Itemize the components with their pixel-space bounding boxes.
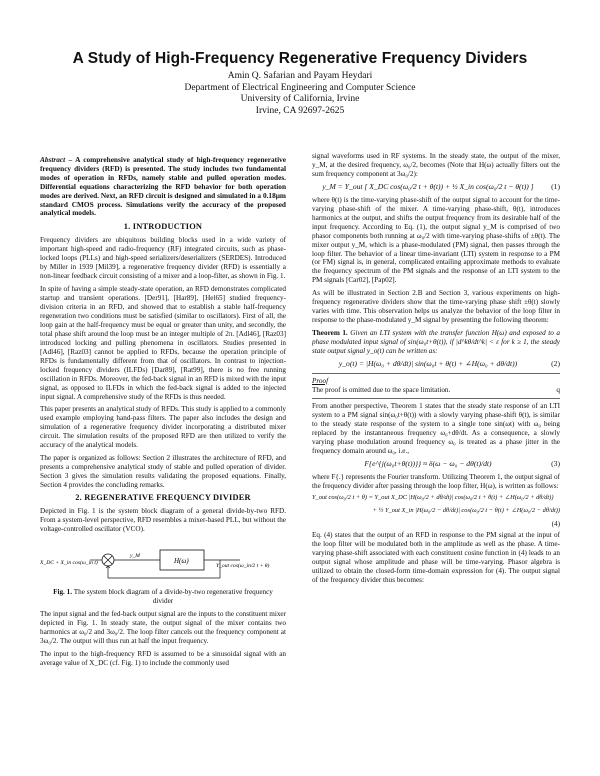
block-diagram-svg <box>40 538 286 586</box>
theorem-1 <box>312 329 560 356</box>
proof-separator <box>312 373 560 374</box>
equation-1 <box>312 183 560 192</box>
abstract <box>40 156 286 218</box>
equation-3-number: (3) <box>551 458 560 468</box>
equation-2 <box>312 360 560 369</box>
right-paragraph-4: From another perspective, Theorem 1 states that the steady state response of an LTI system to a PM signal sin(ω₀t+θ(t)) with a slowly varying phase-shift θ(t), is similar to the steady state response of the system to a single tone sin(ωt) with ω₀ being replaced by the instantaneous frequency ω₀+dθ/dt. As a consequence, a slowly varying phase modulation around frequency ω₀ is treated as a phase jitter in the frequency domain around ω₀, i.e., <box>312 401 560 455</box>
rfd-paragraph-2: The input signal and the fed-back output signal are the inputs to the constituent mixer depicted in Fig. 1. In steady state, the output signal of the mixer contains two harmonics at ω₀/2 and 3ω₀/2. The loop filter cancels out the frequency component at 3ω₀/2. The output will thus run at half the input frequency. <box>40 610 286 646</box>
input-signal-label: X_DC + X_in cos(ω_in t) <box>40 559 98 566</box>
equation-4-line-2-body: + ½ Y_out X_in |H(ω₀/2 − dθ/dt)| cos(ω₀/2 t − θ(t) + ∠H(ω₀/2 − dθ/dt)) <box>372 507 560 515</box>
abstract-text: A comprehensive analytical study of high-frequency regenerative frequency dividers (RFD) is presented. The study includes two fundamental modes of operation in RFDs, namely stable and pulled operation modes. Differential equations characterizing the RFD behavior for both operation modes are derived. Next, an RFD circuit is designed and simulated in a 0.18µm standard CMOS process. Simulations verify the accuracy of the proposed analytical models. <box>40 155 286 218</box>
equation-1-body: y_M = Y_out [ X_DC cos(ω₀/2 t + θ(t)) + ½ X_in cos(ω₀/2 t − θ(t)) ] <box>322 181 534 191</box>
equation-4-number: (4) <box>551 520 560 529</box>
right-column <box>312 152 560 589</box>
author-department: Department of Electrical Engineering and Computer Science <box>184 82 416 93</box>
figure-1-block-diagram <box>40 538 286 586</box>
equation-4-line-1 <box>312 494 560 503</box>
intro-paragraph-2: In spite of having a simple steady-state operation, an RFD demonstrates complicated startup and transient operations. [Der91], [Har89], [Hel65] studied frequency-division criteria in an RFD, and showed that to establish a stable half-frequency regeneration two conditions must be satisfied (similar to oscillators). First of all, the loop gain at the half-frequency must be equal or greater than unity, and secondly, the total phase shift around the loop must be an integer multiple of 2π. [Adl46], [Raz03] introduced locking and pulling phenomena in oscillators. Studies presented in [Adl46], [Raz03] cannot be applied to RFDs, because the operation principle of RFDs is fundamentally different from that of oscillators. In contrast to injection-locked frequency dividers (ILFDs) [Dar89], [Rat99], there is no free running oscillation in RFDs. Moreover, the fed-back signal in an RFD is mixed with the input signal, as opposed to ILFDs in which the fed-back signal is added to the injected input signal. A comprehensive study of the RFDs is thus needed. <box>40 285 286 401</box>
section-heading-rfd: 2. REGENERATIVE FREQUENCY DIVIDER <box>75 493 251 503</box>
author-city: Irvine, CA 92697-2625 <box>255 105 345 116</box>
intro-paragraph-1: Frequency dividers are ubiquitous building blocks used in a wide variety of important high-speed and radio-frequency (RF) integrated circuits, such as phase-locked loops (PLLs) and high-speed serializers/deserializers (SERDES). Introduced by Miller in 1939 [Mil39], a regenerative frequency divider (RFD) is essentially a non-linear feedback circuit consisting of a mixer and a loop-filter, as shown in Fig. 1. <box>40 236 286 281</box>
theorem-1-text: Given an LTI system with the transfer function H(ω) and exposed to a phase modulated input signal of sin(ω₀t+θ(t)), if |d^kθ/dt^k| < ε for k ≥ 1, the steady state output signal y_o(t) can be written as: <box>312 329 560 356</box>
proof-end-separator <box>312 398 560 399</box>
abstract-label: Abstract <box>40 155 66 164</box>
right-paragraph-1: signal waveforms used in RF systems. In the steady state, the output of the mixer, y_M, at the desired frequency, ω₀/2, becomes (Note that H(ω) actually filters out the sum frequency component at 3ω₀/2): <box>312 152 560 178</box>
equation-1-number: (1) <box>551 181 560 191</box>
intro-paragraph-3: This paper presents an analytical study of RFDs. This study is applied to a commonly used example employing hand-pass filters. The paper also includes the design and simulation of a regenerative frequency divider incorporating a distributed mixer circuit. The simulation results of the proposed RFD are then utilized to verify the accuracy of the analytical models. <box>40 405 287 450</box>
figure-1-caption-text: The system block diagram of a divide-by-two regenerative frequency divider <box>73 587 273 605</box>
equation-2-body: y_o(t) = |H(ω₀ + dθ/dt)| sin(ω₀t + θ(t) + ∠H(ω₀ + dθ/dt)) <box>338 359 518 369</box>
right-paragraph-3: As will be illustrated in Section 2.B and Section 3, various experiments on high-frequency regenerative dividers show that the time-varying phase shift ±θ(t) slowly varies with time. This observation helps us analyze the behavior of the loop filter in response to the phase-modulated y_M signal by presenting the following theorem: <box>312 289 560 325</box>
author-block <box>0 71 600 117</box>
figure-1-caption <box>48 588 278 606</box>
paper-title: A Study of High-Frequency Regenerative Frequency Dividers <box>72 50 528 67</box>
right-paragraph-2: where θ(t) is the time-varying phase-shift of the output signal to account for the time-varying phase-shift of the mixer. A time-varying phase-shift, θ(t), introduces harmonics at the output, and shifts the output frequency from its desirable half of the input frequency. According to Eq. (1), the output signal y_M is comprised of two phasor components both running at ω₀/2 with time-varying phase-shifts of ±θ(t). The mixer output y_M, which is a phase-modulated (PM) signal, then passes through the loop filter. The behavior of a linear time-invariant (LTI) system in response to a PM (or FM) signal is, in general, complicated entailing approximate methods to evaluate the frequency spectrum of the PM signals and the response of an LTI system to the PM signals [Car02], [Pap02]. <box>312 195 560 285</box>
equation-2-number: (2) <box>551 359 560 369</box>
author-university: University of California, Irvine <box>240 94 360 105</box>
right-paragraph-5: where F{.} represents the Fourier transform. Utilizing Theorem 1, the output signal of the frequency divider after passing through the loop filter, H(ω), is written as follows: <box>312 472 560 490</box>
proof-body <box>312 386 560 395</box>
author-names: Amin Q. Safarian and Payam Heydari <box>227 71 373 81</box>
section-heading-introduction: 1. INTRODUCTION <box>123 222 203 232</box>
abstract-dash: – <box>65 155 76 164</box>
equation-4-line-2 <box>312 507 560 516</box>
proof-text: The proof is omitted due to the space limitation. <box>312 385 451 394</box>
theorem-1-label: Theorem 1. <box>312 329 348 338</box>
left-column <box>40 156 286 672</box>
figure-1-number: Fig. 1. <box>53 587 73 596</box>
right-paragraph-6: Eq. (4) states that the output of an RFD in response to the PM signal at the input of the loop filter will be modulated both in the amplitude as well as the phase. A time-varying phase-shift associated with each constituent cosine function in (4) leads to an output signal whose amplitude and phase will be time-varying. Phasor algebra is utilized to obtain the closed-form time-domain expression for (4). The output signal of the frequency divider thus becomes: <box>312 531 560 585</box>
qed-mark: q <box>556 385 560 394</box>
output-signal-label: Y_out cos(ω_in/2 t + θ) <box>216 562 270 569</box>
proof-label: Proof <box>312 376 329 385</box>
rfd-paragraph-3: The input to the high-frequency RFD is assumed to be a sinusoidal signal with an average value of X_DC (cf. Fig. 1) to include the commonly used <box>40 650 286 668</box>
rfd-paragraph-1: Depicted in Fig. 1 is the system block diagram of a general divide-by-two RFD. From a system-level perspective, RFD resembles a mixer-based PLL, but without the voltage-controlled oscillator (VCO). <box>40 506 286 533</box>
loop-filter-label: H(ω) <box>174 556 189 565</box>
equation-3 <box>312 460 560 469</box>
equation-3-body: F{e^{j(ω₀t+θ(t))}} ≈ δ(ω − ω₀ − dθ(t)/dt) <box>364 458 492 468</box>
intro-paragraph-4: The paper is organized as follows: Section 2 illustrates the architecture of RFD, and presents a comprehensive analytical study of stable and pulled operation of divider. Section 3 gives the simulation results validating the proposed equations. Finally, Section 4 provides the concluding remarks. <box>40 454 286 490</box>
equation-4-line-1-body: Y_out cos(ω₀/2 t + θ) = Y_out X_DC |H(ω₀/2 + dθ/dt)| cos(ω₀/2 t + θ(t) + ∠H(ω₀/2 + dθ/dt)) <box>312 494 554 502</box>
mixer-output-label: y_M <box>130 552 140 559</box>
